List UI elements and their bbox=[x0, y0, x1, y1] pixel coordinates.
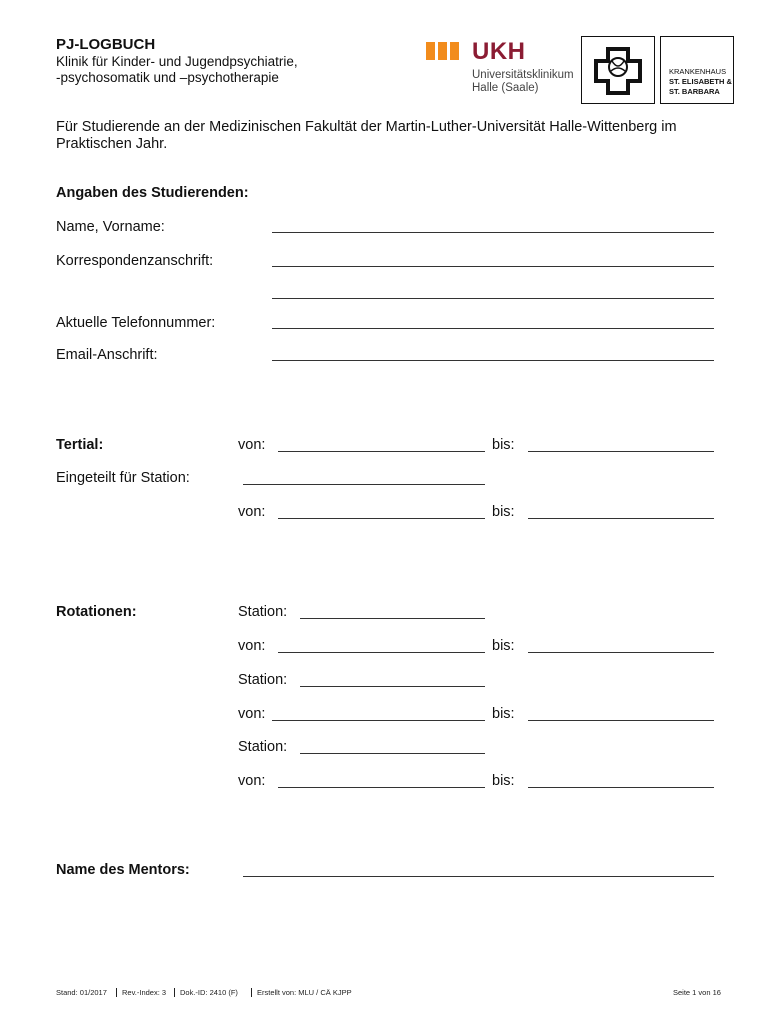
hospital-cross-logo-icon bbox=[581, 36, 655, 104]
address-field-line2[interactable] bbox=[272, 298, 714, 299]
mentor-field[interactable] bbox=[243, 876, 714, 877]
station-von-field[interactable] bbox=[278, 518, 485, 519]
rotation3-von-label: von: bbox=[238, 773, 266, 789]
rotation1-bis-label: bis: bbox=[492, 638, 515, 654]
rotation1-station-field[interactable] bbox=[300, 618, 485, 619]
address-label: Korrespondenzanschrift: bbox=[56, 253, 214, 269]
footer-page-number: Seite 1 von 16 bbox=[673, 988, 721, 997]
rotation2-station-label: Station: bbox=[238, 672, 288, 688]
clinic-name-line2: -psychosomatik und –psychotherapie bbox=[56, 70, 279, 85]
email-field[interactable] bbox=[272, 360, 714, 361]
rotation2-station-field[interactable] bbox=[300, 686, 485, 687]
tertial-bis-field[interactable] bbox=[528, 451, 714, 452]
rotation3-station-label: Station: bbox=[238, 739, 288, 755]
rotation3-von-field[interactable] bbox=[278, 787, 485, 788]
hospital-name-logo bbox=[660, 36, 734, 104]
tertial-von-field[interactable] bbox=[278, 451, 485, 452]
rotation3-bis-label: bis: bbox=[492, 773, 515, 789]
footer-dok: Dok.-ID: 2410 (F) bbox=[174, 988, 238, 997]
hospital-line3: ST. BARBARA bbox=[669, 87, 720, 96]
document-title: PJ-LOGBUCH bbox=[56, 36, 156, 53]
station-von-label: von: bbox=[238, 504, 266, 520]
student-section-heading: Angaben des Studierenden: bbox=[56, 185, 249, 201]
rotation3-station-field[interactable] bbox=[300, 753, 485, 754]
station-assignment-field[interactable] bbox=[243, 484, 485, 485]
tertial-bis-label: bis: bbox=[492, 437, 515, 453]
ukh-sub-line1: Universitätsklinikum bbox=[472, 69, 574, 81]
hospital-line2: ST. ELISABETH & bbox=[669, 77, 732, 86]
rotation3-bis-field[interactable] bbox=[528, 787, 714, 788]
intro-line2: Praktischen Jahr. bbox=[56, 136, 168, 152]
phone-label: Aktuelle Telefonnummer: bbox=[56, 315, 216, 331]
ukh-logo-text: UKH bbox=[472, 38, 526, 65]
footer-stand: Stand: 01/2017 bbox=[56, 988, 107, 997]
rotation2-von-label: von: bbox=[238, 706, 266, 722]
rotation2-bis-label: bis: bbox=[492, 706, 515, 722]
ukh-sub-line2: Halle (Saale) bbox=[472, 82, 539, 94]
station-bis-label: bis: bbox=[492, 504, 515, 520]
ukh-logo-bars-icon bbox=[426, 42, 462, 65]
rotation2-von-field[interactable] bbox=[272, 720, 485, 721]
rotation1-bis-field[interactable] bbox=[528, 652, 714, 653]
rotations-heading: Rotationen: bbox=[56, 604, 137, 620]
rotation1-von-label: von: bbox=[238, 638, 266, 654]
footer-rev: Rev.-Index: 3 bbox=[116, 988, 166, 997]
rotation1-station-label: Station: bbox=[238, 604, 288, 620]
tertial-heading: Tertial: bbox=[56, 437, 104, 453]
rotation2-bis-field[interactable] bbox=[528, 720, 714, 721]
intro-line1: Für Studierende an der Medizinischen Fakultät der Martin-Luther-Universität Halle-Wittenberg im bbox=[56, 119, 677, 135]
email-label: Email-Anschrift: bbox=[56, 347, 158, 363]
clinic-name-line1: Klinik für Kinder- und Jugendpsychiatrie, bbox=[56, 54, 298, 69]
station-assignment-label: Eingeteilt für Station: bbox=[56, 470, 190, 486]
station-bis-field[interactable] bbox=[528, 518, 714, 519]
hospital-line1: KRANKENHAUS bbox=[669, 67, 727, 76]
tertial-von-label: von: bbox=[238, 437, 266, 453]
phone-field[interactable] bbox=[272, 328, 714, 329]
name-field[interactable] bbox=[272, 232, 714, 233]
footer-erstellt: Erstellt von: MLU / CÄ KJPP bbox=[251, 988, 352, 997]
ukh-logo-subtitle bbox=[472, 69, 574, 95]
mentor-label: Name des Mentors: bbox=[56, 862, 190, 878]
name-label: Name, Vorname: bbox=[56, 219, 165, 235]
rotation1-von-field[interactable] bbox=[278, 652, 485, 653]
address-field-line1[interactable] bbox=[272, 266, 714, 267]
